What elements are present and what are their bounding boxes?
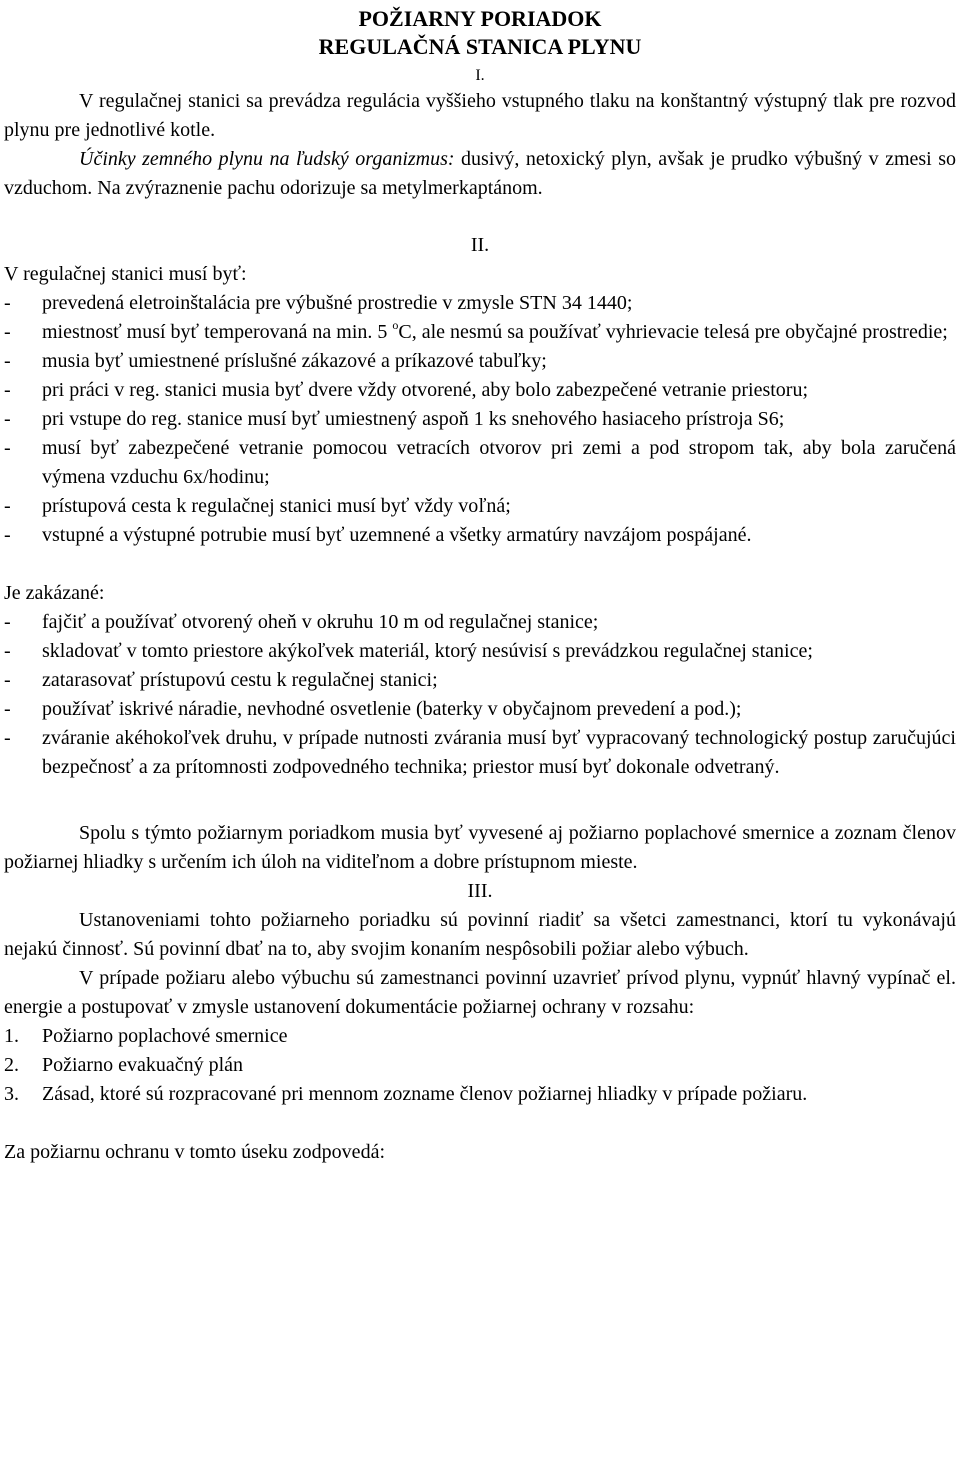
prohibited-label: Je zakázané: [4,582,105,604]
dash-marker: - [4,524,11,546]
list-item: - prístupová cesta k regulačnej stanici musí byť vždy voľná; [4,492,956,521]
spacer [4,1109,956,1138]
section2-intro: V regulačnej stanici musí byť: [4,263,247,285]
dash-marker: - [4,379,11,401]
dash-marker: - [4,727,11,749]
section-number-3: III. [467,880,493,902]
dash-marker: - [4,321,11,343]
section3-paragraph-1: Ustanoveniami tohto požiarneho poriadku sú povinní riadiť sa všetci zamestnanci, ktorí tu vykonávajú nejakú činnosť. Sú povinní dbať na to, aby svojim konaním nespôsobili požiar alebo výbuch. [4,909,956,960]
list-number: 1. [4,1025,19,1047]
responsible-line: Za požiarnu ochranu v tomto úseku zodpovedá: [4,1141,385,1163]
effects-text: dusivý, netoxický plyn, avšak je prudko výbušný v zmesi so vzduchom. Na zvýraznenie pachu odorizuje sa metylmerkaptánom. [4,148,956,199]
requirements-list [4,289,956,550]
list-item: - fajčiť a používať otvorený oheň v okruhu 10 m od regulačnej stanice; [4,608,956,637]
spacer [4,550,956,579]
dash-marker: - [4,669,11,691]
list-item: - zatarasovať prístupovú cestu k regulačnej stanici; [4,666,956,695]
dash-marker: - [4,408,11,430]
document-title: POŽIARNY PORIADOK [358,6,602,31]
section1-paragraph: V regulačnej stanici sa prevádza regulácia vyššieho vstupného tlaku na konštantný výstupný tlak pre rozvod plynu pre jednotlivé kotle. [4,90,956,141]
dash-marker: - [4,350,11,372]
list-number: 3. [4,1083,19,1105]
document-subtitle: REGULAČNÁ STANICA PLYNU [318,34,642,59]
list-item: - používať iskrivé náradie, nevhodné osvetlenie (baterky v obyčajnom prevedení a pod.); [4,695,956,724]
list-item: 3. Zásad, ktoré sú rozpracované pri mennom zozname členov požiarnej hliadky v prípade požiaru. [4,1080,956,1109]
dash-marker: - [4,640,11,662]
prohibited-list [4,608,956,782]
dash-marker: - [4,611,11,633]
list-item: - prevedená eletroinštalácia pre výbušné prostredie v zmysle STN 34 1440; [4,289,956,318]
temperature-prefix: miestnosť musí byť temperovaná na min. 5 [42,321,393,343]
list-number: 2. [4,1054,19,1076]
list-item: - zváranie akéhokoľvek druhu, v prípade nutnosti zvárania musí byť vypracovaný technologický postup zaručujúci bezpečnosť a za prítomnosti zodpovedného technika; priestor musí byť dokonale odvetraný. [4,724,956,782]
section-number-2: II. [470,234,490,256]
temperature-suffix: C, ale nesmú sa používať vyhrievacie telesá pre obyčajné prostredie; [398,321,948,343]
dash-marker: - [4,495,11,517]
list-item: 1. Požiarno poplachové smernice [4,1022,956,1051]
list-item: - vstupné a výstupné potrubie musí byť uzemnené a všetky armatúry navzájom pospájané. [4,521,956,550]
list-item: - pri vstupe do reg. stanice musí byť umiestnený aspoň 1 ks snehového hasiaceho prístroja S6; [4,405,956,434]
degree-sup: o [392,318,399,332]
dash-marker: - [4,292,11,314]
closing-paragraph: Spolu s týmto požiarnym poriadkom musia byť vyvesené aj požiarno poplachové smernice a zoznam členov požiarnej hliadky s určením ich úloh na viditeľnom a dobre prístupnom mieste. [4,822,956,873]
effects-paragraph [4,145,956,203]
effects-label: Účinky zemného plynu na ľudský organizmus: [79,148,455,170]
dash-marker: - [4,437,11,459]
list-item: - musia byť umiestnené príslušné zákazové a príkazové tabuľky; [4,347,956,376]
list-item: - pri práci v reg. stanici musia byť dvere vždy otvorené, aby bolo zabezpečené vetranie priestoru; [4,376,956,405]
list-item [4,318,956,347]
dash-marker: - [4,698,11,720]
list-item: - musí byť zabezpečené vetranie pomocou vetracích otvorov pri zemi a pod stropom tak, aby bola zaručená výmena vzduchu 6x/hodinu; [4,434,956,492]
list-item: - skladovať v tomto priestore akýkoľvek materiál, ktorý nesúvisí s prevádzkou regulačnej stanice; [4,637,956,666]
section-number-1: I. [475,67,485,84]
documentation-list [4,1022,956,1109]
section3-paragraph-2: V prípade požiaru alebo výbuchu sú zamestnanci povinní uzavrieť prívod plynu, vypnúť hlavný vypínač el. energie a postupovať v zmysle ustanovení dokumentácie požiarnej ochrany v rozsahu: [4,967,956,1018]
list-item: 2. Požiarno evakuačný plán [4,1051,956,1080]
spacer [4,782,956,811]
spacer [4,811,956,819]
